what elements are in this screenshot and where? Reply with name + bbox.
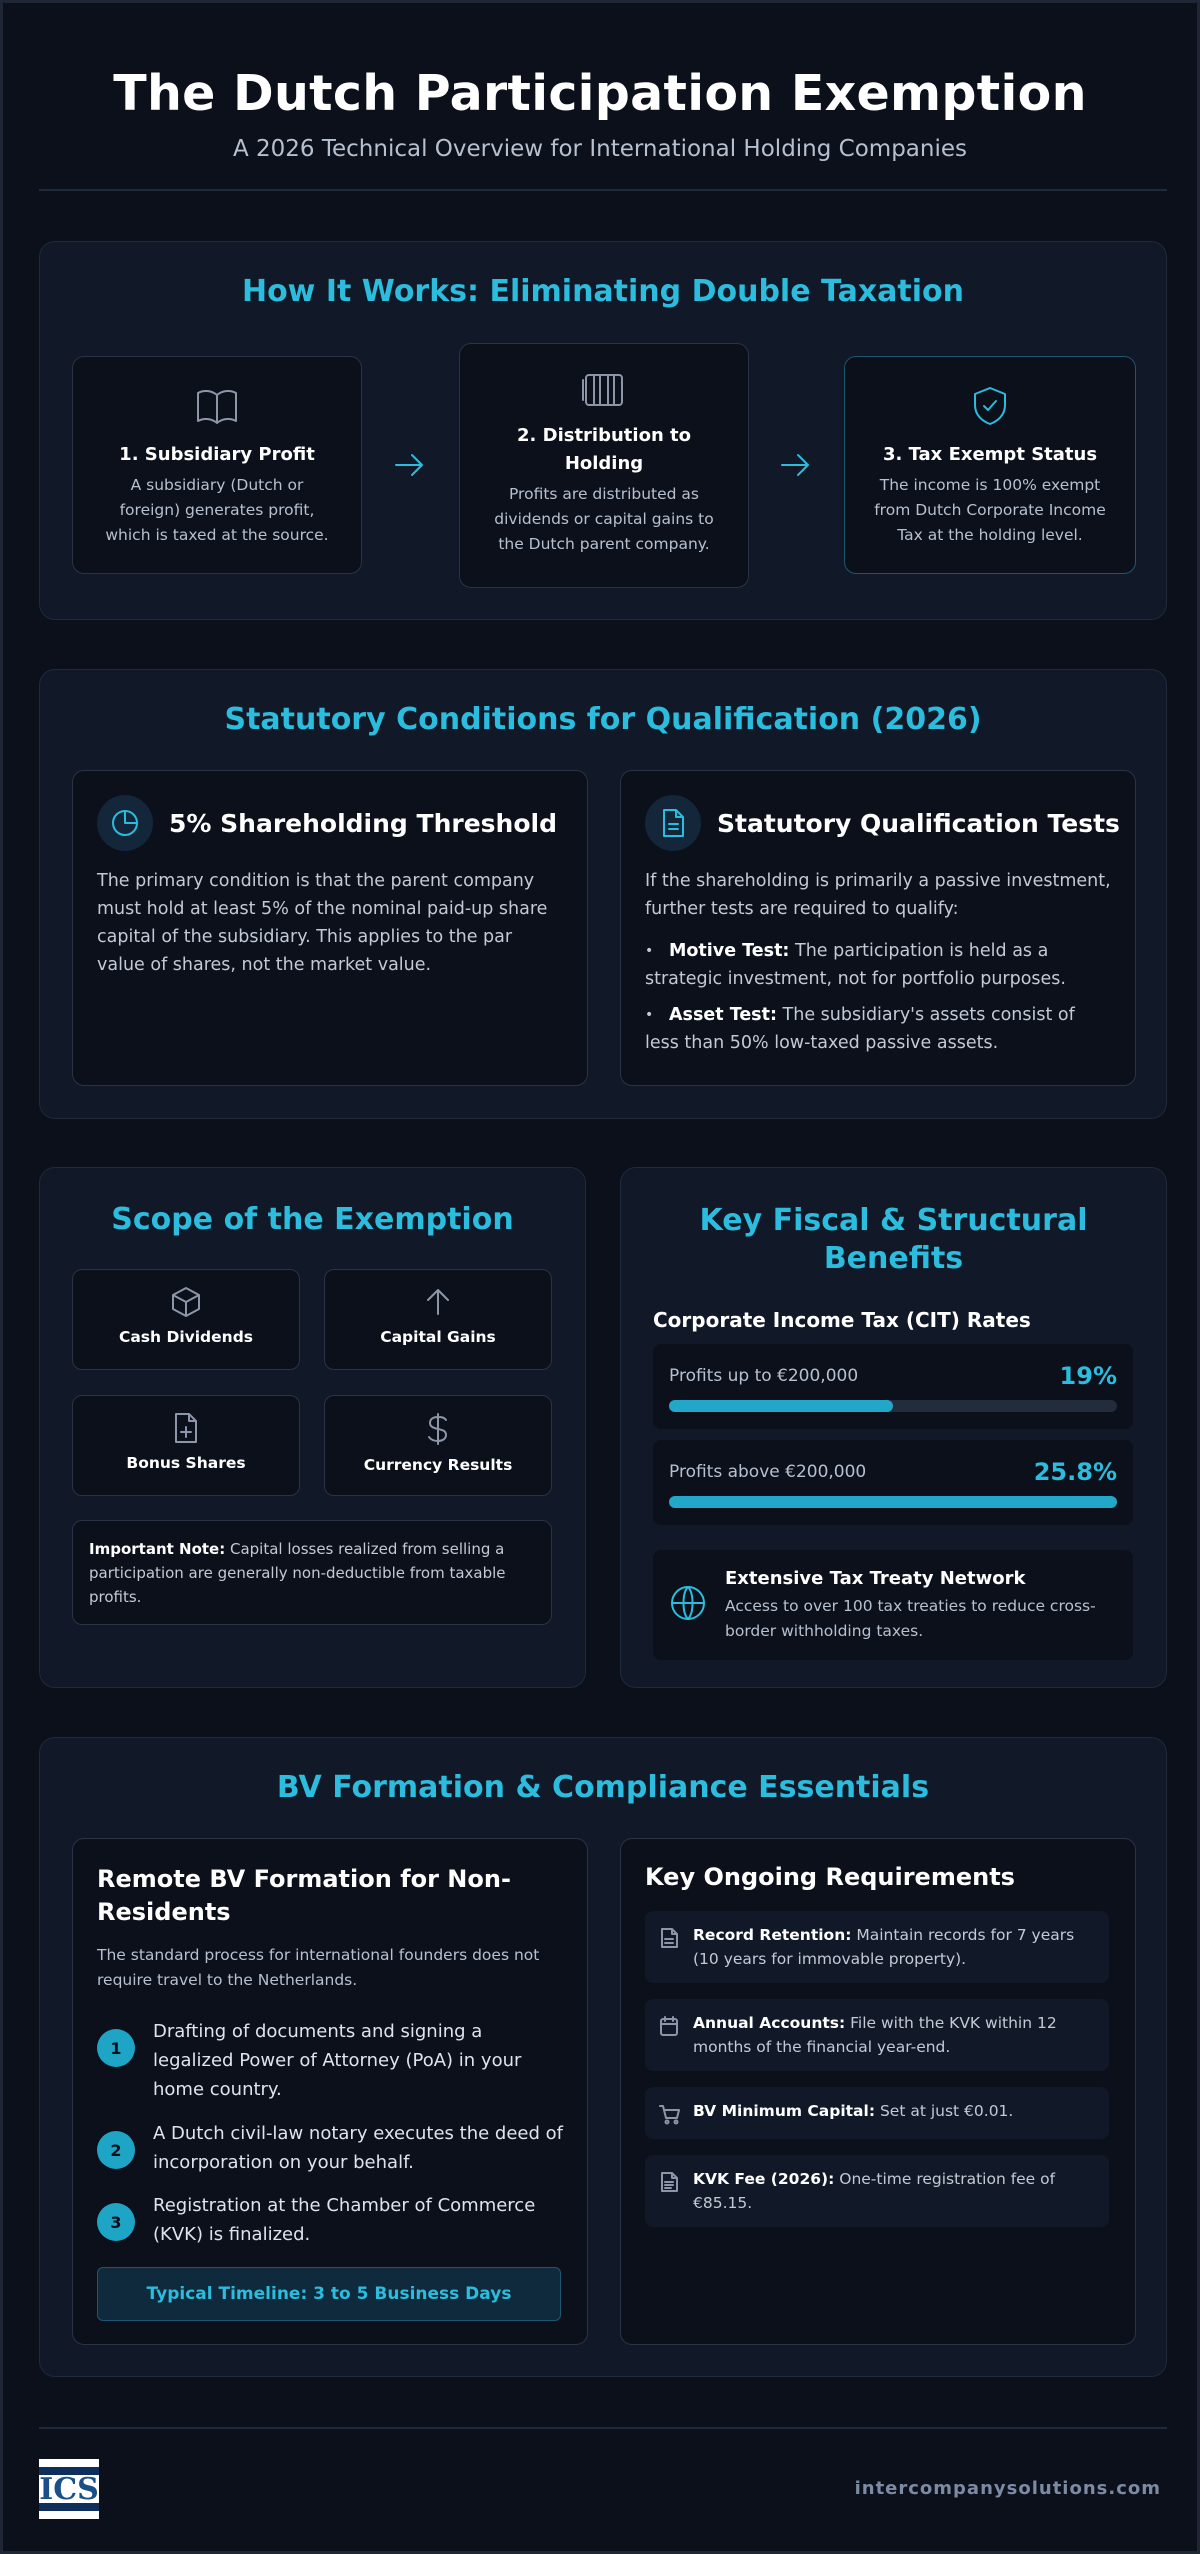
- cit-rate-value: 19%: [1059, 1362, 1117, 1390]
- step-text: Profits are distributed as dividends or capital gains to the Dutch parent company.: [494, 485, 714, 553]
- note-text: Capital losses realized from selling a participation are generally non-deductible from taxable profits.: [89, 1540, 506, 1606]
- cit-rate-bar: [669, 1496, 1117, 1508]
- requirement-item: [645, 1911, 1109, 1983]
- cit-rate-row: [653, 1440, 1133, 1525]
- footer-divider: [39, 2427, 1167, 2429]
- scope-tile-cash-dividends: [72, 1269, 300, 1370]
- scope-tile-currency-results: [324, 1395, 552, 1496]
- header: [3, 3, 1197, 162]
- file-plus-icon: [73, 1412, 299, 1444]
- step-text: Registration at the Chamber of Commerce (KVK) is finalized.: [153, 2195, 536, 2245]
- cit-rate-label: Profits up to €200,000: [669, 1366, 859, 1386]
- qualification-tests-card: [620, 770, 1136, 1086]
- step-number: 2: [97, 2131, 135, 2169]
- test-label: Asset Test:: [669, 1005, 777, 1025]
- cube-icon: [73, 1286, 299, 1318]
- page-title: The Dutch Participation Exemption: [113, 65, 1087, 122]
- arrow-right-icon: [778, 448, 812, 486]
- scope-tile-label: Capital Gains: [380, 1328, 496, 1346]
- cit-rate-bar-fill: [669, 1496, 1117, 1508]
- remote-formation-intro: The standard process for international founders does not require travel to the Netherlands.: [97, 1946, 540, 1989]
- formation-step-1: [97, 2017, 563, 2104]
- shareholding-title: 5% Shareholding Threshold: [169, 808, 557, 838]
- tax-treaty-text: Access to over 100 tax treaties to reduce cross-border withholding taxes.: [725, 1597, 1096, 1640]
- arrow-right-icon: [392, 448, 426, 486]
- requirement-label: Annual Accounts:: [693, 2014, 846, 2032]
- step-title: 2. Distribution to Holding: [517, 425, 691, 474]
- requirement-text: Maintain records for 7 years (10 years for immovable property).: [693, 1926, 1075, 1968]
- receipt-icon: [659, 1927, 679, 1953]
- cit-rates-title: Corporate Income Tax (CIT) Rates: [653, 1308, 1031, 1332]
- step-title: 3. Tax Exempt Status: [882, 444, 1098, 465]
- ongoing-requirements-card: [620, 1838, 1136, 2345]
- test-label: Motive Test:: [669, 941, 790, 961]
- step-card-3: [844, 356, 1136, 574]
- step-text: A Dutch civil-law notary executes the deed of incorporation on your behalf.: [153, 2123, 563, 2173]
- document-lines-icon: [659, 2171, 679, 2197]
- cit-rate-value: 25.8%: [1033, 1458, 1117, 1486]
- qualification-tests-intro: If the shareholding is primarily a passive investment, further tests are required to qualify:: [645, 871, 1111, 919]
- tax-treaty-title: Extensive Tax Treaty Network: [725, 1568, 1026, 1589]
- list-item: [645, 1001, 1111, 1057]
- requirement-item: [645, 2155, 1109, 2227]
- dollar-icon: [325, 1412, 551, 1446]
- step-text: The income is 100% exempt from Dutch Corporate Income Tax at the holding level.: [874, 476, 1106, 544]
- scope-tile-label: Currency Results: [363, 1456, 513, 1474]
- shield-check-icon: [871, 385, 1109, 427]
- scope-tile-label: Cash Dividends: [118, 1328, 254, 1346]
- step-title: 1. Subsidiary Profit: [119, 444, 315, 465]
- conditions-title: Statutory Conditions for Qualification (2026): [224, 702, 982, 737]
- pie-chart-icon: [97, 795, 153, 851]
- test-text: The subsidiary's assets consist of less than 50% low-taxed passive assets.: [645, 1005, 1075, 1053]
- scope-panel: [39, 1167, 586, 1688]
- how-it-works-title: How It Works: Eliminating Double Taxation: [241, 274, 965, 309]
- open-book-icon: [99, 387, 335, 427]
- calendar-icon: [659, 2015, 679, 2041]
- list-item: [645, 937, 1111, 993]
- benefits-panel: [620, 1167, 1167, 1688]
- qualification-tests-list: [645, 937, 1111, 1057]
- step-number: 1: [97, 2029, 135, 2067]
- timeline-badge: Typical Timeline: 3 to 5 Business Days: [97, 2267, 561, 2321]
- benefits-title: Key Fiscal & Structural Benefits: [699, 1203, 1088, 1276]
- document-icon: [645, 795, 701, 851]
- test-text: The participation is held as a strategic investment, not for portfolio purposes.: [645, 941, 1066, 989]
- scope-title: Scope of the Exemption: [111, 1202, 514, 1237]
- shareholding-text: The primary condition is that the parent company must hold at least 5% of the nominal paid-up share capital of the subsidiary. This applies to the par value of shares, not the market value.: [97, 871, 548, 975]
- scope-tile-capital-gains: [324, 1269, 552, 1370]
- requirement-label: Record Retention:: [693, 1926, 852, 1944]
- conditions-panel: [39, 669, 1167, 1119]
- shareholding-card: [72, 770, 588, 1086]
- ics-logo: [39, 2459, 99, 2519]
- page-subtitle: A 2026 Technical Overview for International Holding Companies: [232, 136, 967, 162]
- cart-icon: [659, 2103, 681, 2129]
- note-label: Important Note:: [89, 1540, 226, 1558]
- ongoing-requirements-title: Key Ongoing Requirements: [645, 1863, 1015, 1891]
- step-number: 3: [97, 2203, 135, 2241]
- formation-step-2: [97, 2119, 563, 2177]
- tax-treaty-card: [653, 1550, 1133, 1660]
- step-card-1: [72, 356, 362, 574]
- qualification-tests-title: Statutory Qualification Tests: [717, 808, 1120, 838]
- cit-rate-label: Profits above €200,000: [669, 1462, 867, 1482]
- requirement-item: [645, 2087, 1109, 2139]
- how-it-works-panel: [39, 241, 1167, 620]
- step-card-2: [459, 343, 749, 588]
- requirement-text: Set at just €0.01.: [875, 2102, 1014, 2120]
- requirement-text: One-time registration fee of €85.15.: [693, 2170, 1056, 2212]
- remote-formation-title: Remote BV Formation for Non-Residents: [97, 1865, 511, 1926]
- step-text: A subsidiary (Dutch or foreign) generates profit, which is taxed at the source.: [105, 476, 329, 544]
- bv-title: BV Formation & Compliance Essentials: [276, 1770, 930, 1805]
- step-text: Drafting of documents and signing a legalized Power of Attorney (PoA) in your home country.: [153, 2021, 522, 2100]
- logo-text: ICS: [39, 2472, 99, 2507]
- important-note: [72, 1520, 552, 1625]
- globe-icon: [669, 1584, 707, 1626]
- header-divider: [39, 189, 1167, 191]
- bv-panel: [39, 1737, 1167, 2377]
- cit-rate-row: [653, 1344, 1133, 1429]
- scope-tile-bonus-shares: [72, 1395, 300, 1496]
- remote-formation-card: [72, 1838, 588, 2345]
- footer-domain-link[interactable]: intercompanysolutions.com: [854, 2478, 1161, 2499]
- formation-step-3: [97, 2191, 563, 2249]
- cit-rate-bar: [669, 1400, 1117, 1412]
- requirement-label: KVK Fee (2026):: [693, 2170, 835, 2188]
- requirement-label: BV Minimum Capital:: [693, 2102, 876, 2120]
- requirement-text: File with the KVK within 12 months of the financial year-end.: [693, 2014, 1057, 2056]
- cit-rate-bar-fill: [669, 1400, 893, 1412]
- scope-tile-label: Bonus Shares: [126, 1454, 246, 1472]
- arrow-up-icon: [325, 1286, 551, 1318]
- requirement-item: [645, 1999, 1109, 2071]
- banknotes-icon: [486, 372, 722, 408]
